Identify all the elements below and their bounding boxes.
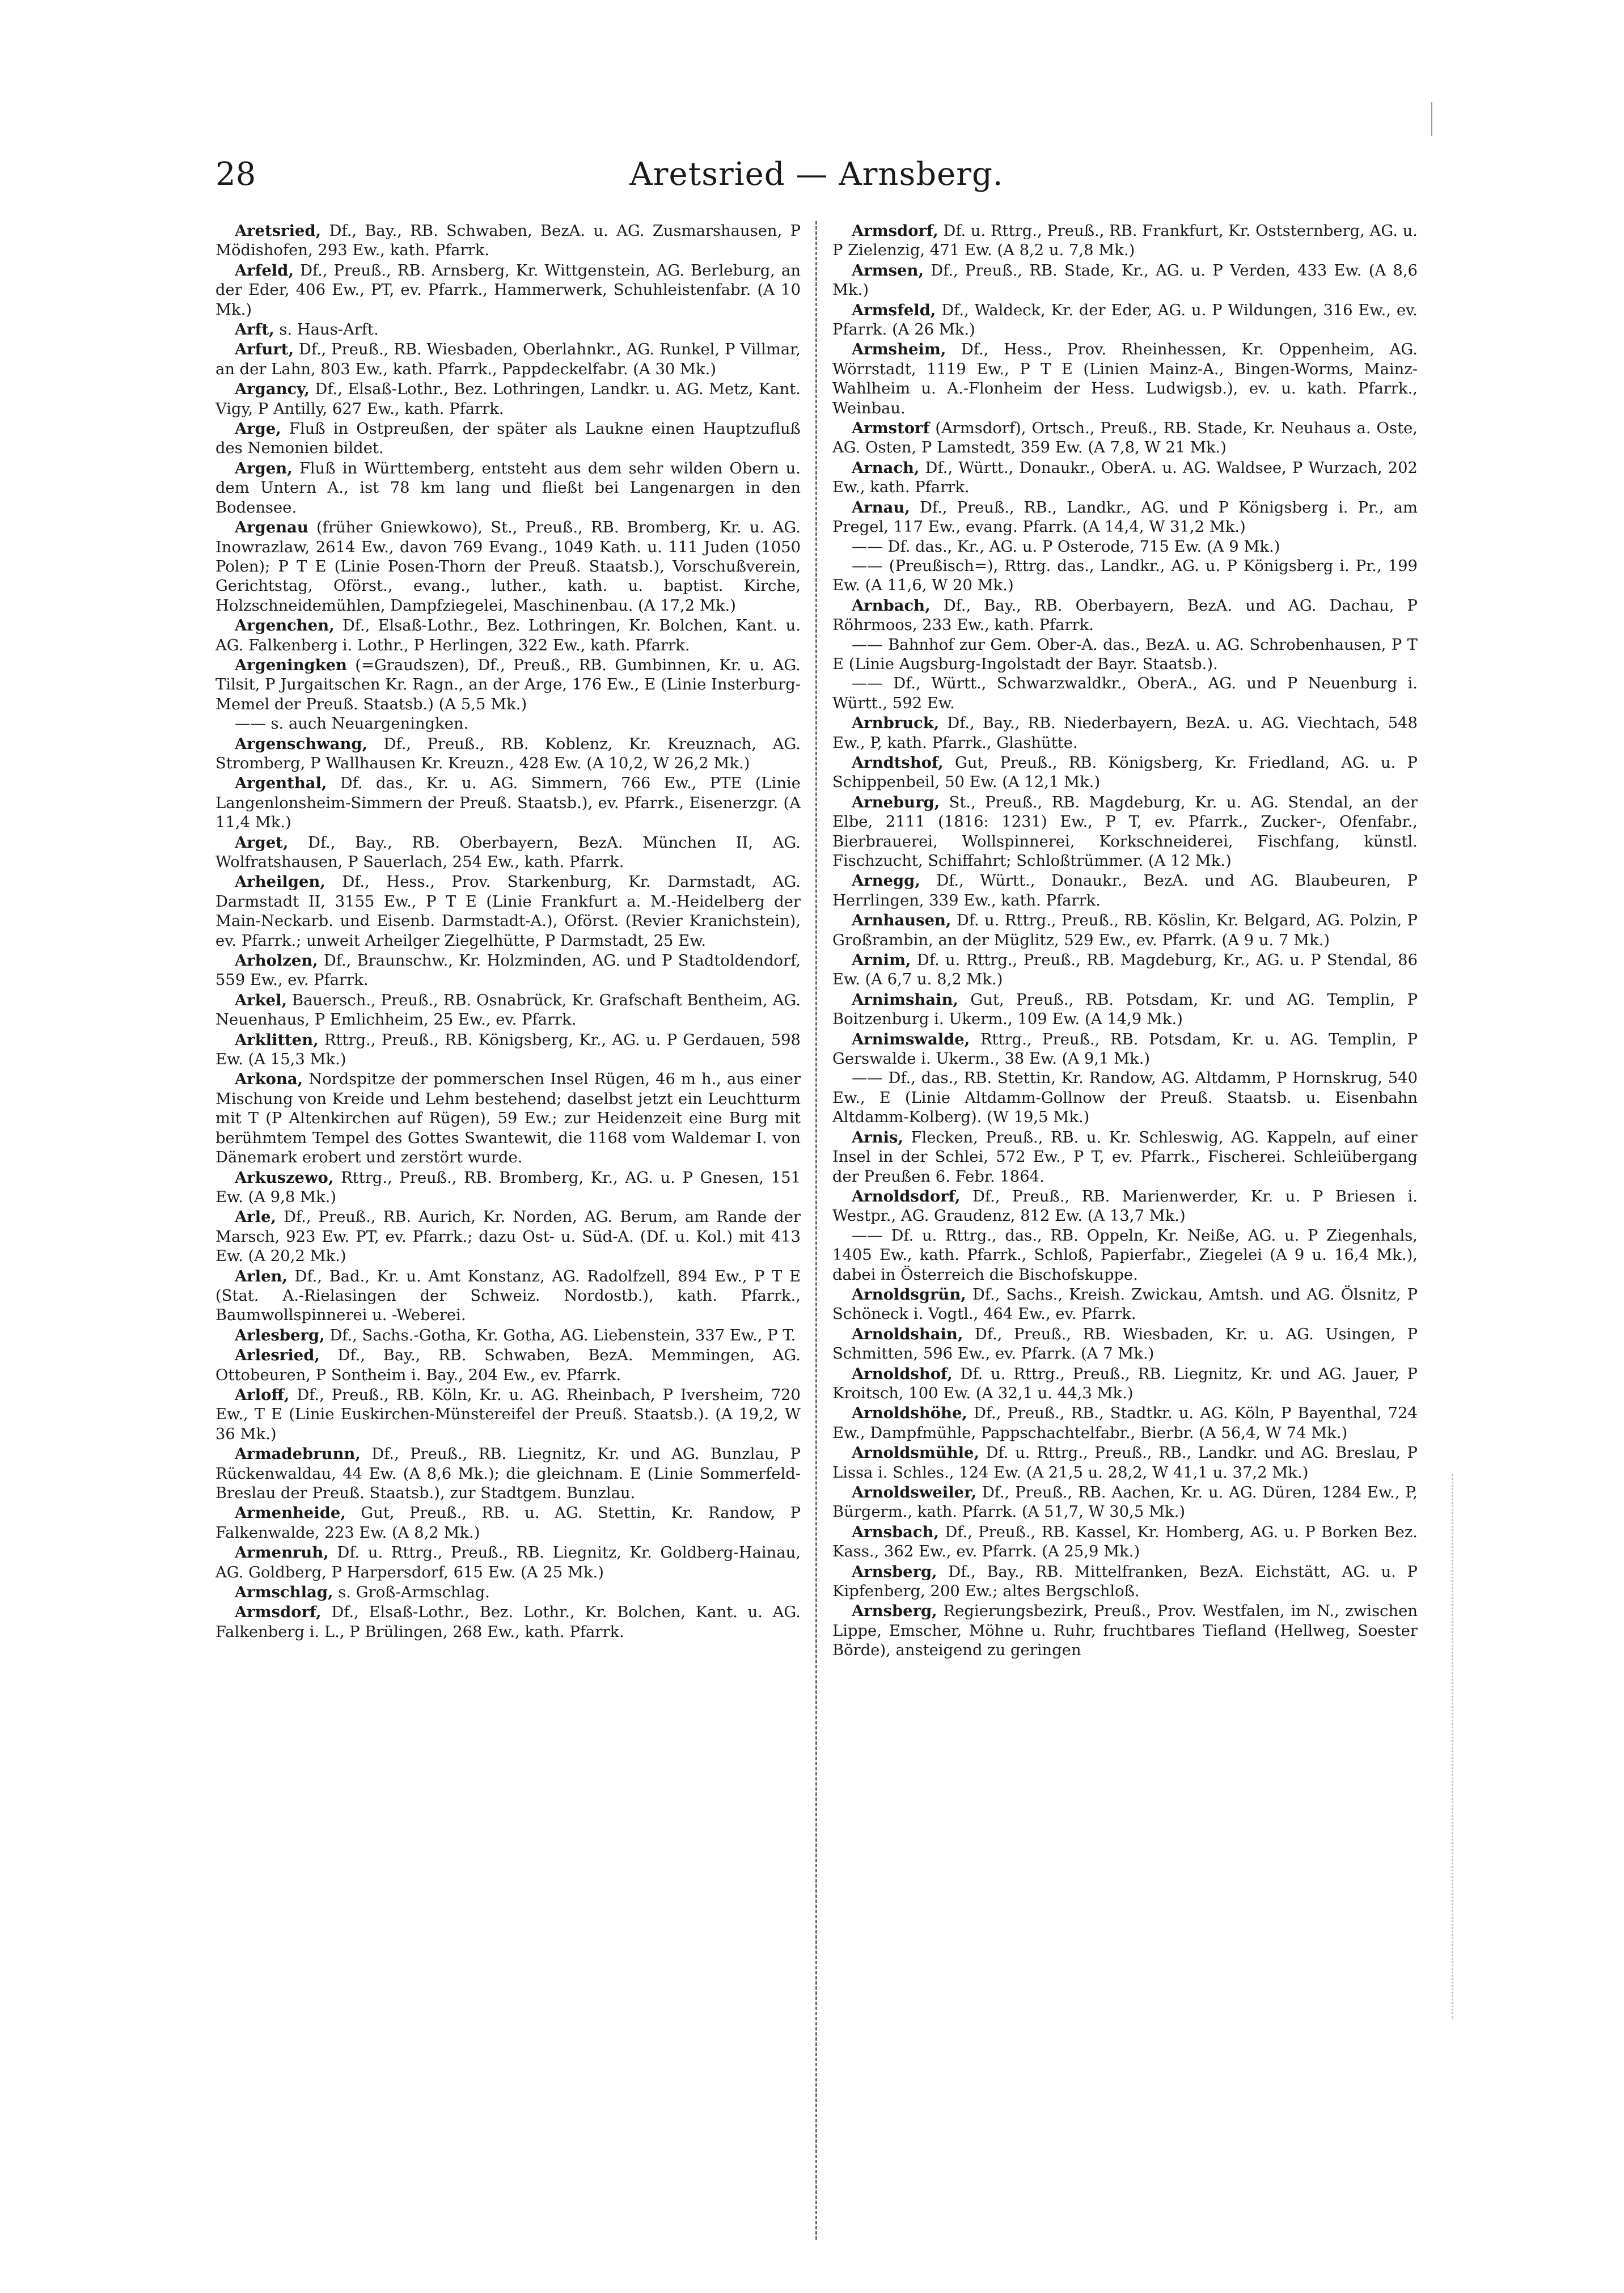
entry-text: Rttrg., Preuß., RB. Königsberg, Kr., AG. u. P Gerdauen, 598 Ew. (A 15,3 Mk.) [215, 1031, 801, 1069]
entry-text: Df., Bay., RB. Oberbayern, BezA. München II, AG. Wolfratshausen, P Sauerlach, 254 Ew., kath. Pfarrk. [215, 834, 801, 871]
entry-text: Df., Bay., RB. Mittelfranken, BezA. Eichstätt, AG. u. P Kipfenberg, 200 Ew.; altes Bergschloß. [832, 1563, 1418, 1601]
gazetteer-entry [215, 714, 801, 734]
entry-headword: Arnimshain, [852, 990, 958, 1009]
entry-text: Gut, Preuß., RB. Potsdam, Kr. und AG. Templin, P Boitzenburg i. Ukerm., 109 Ew. (A 14,9 Mk.) [832, 991, 1418, 1029]
gazetteer-entry [832, 458, 1418, 498]
entry-text: Df. u. Rttrg., Preuß., RB. Liegnitz, Kr. und AG. Jauer, P Kroitsch, 100 Ew. (A 32,1 u. 44,3 Mk.) [832, 1365, 1418, 1402]
gazetteer-entry [215, 1267, 801, 1326]
entry-headword: Argenau [235, 518, 308, 537]
gazetteer-entry [215, 1168, 801, 1208]
gazetteer-entry [832, 538, 1418, 557]
entry-headword: Arge, [235, 420, 281, 438]
gazetteer-entry [832, 301, 1418, 340]
gazetteer-entry [832, 1226, 1418, 1285]
gazetteer-entry [215, 459, 801, 518]
entry-text: Df., Elsaß-Lothr., Bez. Lothringen, Landkr. u. AG. Metz, Kant. Vigy, P Antilly, 627 Ew., kath. Pfarrk. [215, 380, 801, 418]
entry-headword: Aretsried, [235, 222, 322, 240]
entry-text: Nordspitze der pommerschen Insel Rügen, 46 m h., aus einer Mischung von Kreide und Lehm bestehend; daselbst jetzt ein Leuchtturm mit T (P Altenkirchen auf Rügen), 59 Ew.; zur Heidenzeit eine Burg mit berühmtem Tempel des Gottes Swantewit, die 1168 vom Waldemar I. von Dänemark erobert und zerstört wurde. [215, 1071, 801, 1167]
entry-headword: Arnsberg, [852, 1562, 937, 1581]
entry-text: (=Graudszen), Df., Preuß., RB. Gumbinnen, Kr. u. AG. Tilsit, P Jurgaitschen Kr. Ragn., an der Arge, 176 Ew., E (Linie Insterburg-Memel der Preuß. Staatsb.) (A 5,5 Mk.) [215, 656, 801, 713]
entry-text: Df., Braunschw., Kr. Holzminden, AG. und P Stadtoldendorf, 559 Ew., ev. Pfarrk. [215, 952, 801, 989]
entry-headword: Argen, [235, 459, 293, 477]
gazetteer-entry [215, 1503, 801, 1543]
entry-headword: Arloff, [235, 1385, 290, 1404]
entry-headword: Arnbach, [852, 596, 931, 615]
entry-text: Df., Bay., RB. Schwaben, BezA. Memmingen, AG. Ottobeuren, P Sontheim i. Bay., 204 Ew., ev. Pfarrk. [215, 1347, 801, 1384]
gazetteer-entry [832, 1030, 1418, 1069]
gazetteer-entry [215, 1444, 801, 1503]
entry-text: Df., Preuß., RB. Liegnitz, Kr. und AG. Bunzlau, P Rückenwaldau, 44 Ew. (A 8,6 Mk.); die gleichnam. E (Linie Sommerfeld-Breslau der Preuß. Staatsb.), zur Stadtgem. Bunzlau. [215, 1445, 801, 1502]
entry-headword: Armsdorf, [852, 222, 938, 240]
page-number: 28 [215, 156, 256, 193]
gazetteer-entry [215, 340, 801, 379]
gazetteer-entry [215, 379, 801, 419]
gazetteer-entry [215, 951, 801, 991]
entry-text: Df., Bad., Kr. u. Amt Konstanz, AG. Radolfzell, 894 Ew., P T E (Stat. A.-Rielasingen der Schweiz. Nordostb.), kath. Pfarrk., Baumwollspinnerei u. -Weberei. [215, 1267, 801, 1325]
right-column [832, 221, 1418, 2240]
gazetteer-entry [832, 793, 1418, 871]
entry-text: Df., Preuß., RB. Wiesbaden, Oberlahnkr., AG. Runkel, P Villmar, an der Lahn, 803 Ew., kath. Pfarrk., Pappdeckelfabr. (A 30 Mk.) [215, 341, 801, 378]
gazetteer-entry [832, 911, 1418, 950]
entry-headword: Arnoldshof, [852, 1364, 953, 1383]
entry-text: Df., Sachs., Kreish. Zwickau, Amtsh. und AG. Ölsnitz, P Schöneck i. Vogtl., 464 Ew., ev. Pfarrk. [832, 1285, 1418, 1323]
entry-text: Df. das., Kr. u. AG. Simmern, 766 Ew., PTE (Linie Langenlonsheim-Simmern der Preuß. Staatsb.), ev. Pfarrk., Eisenerzgr. (A 11,4 Mk.) [215, 775, 801, 832]
entry-text: —— Df., Württ., Schwarzwaldkr., OberA., AG. und P Neuenburg i. Württ., 592 Ew. [832, 675, 1418, 712]
entry-headword: Arkuszewo, [235, 1168, 334, 1187]
gazetteer-entry [832, 871, 1418, 911]
entry-headword: Arnoldshain, [852, 1325, 963, 1343]
entry-headword: Arnimswalde, [852, 1030, 970, 1048]
entry-headword: Arkona, [235, 1070, 303, 1089]
gazetteer-entry [832, 596, 1418, 636]
entry-headword: Arfurt, [235, 340, 294, 359]
gazetteer-entry [832, 636, 1418, 675]
entry-headword: Arnhausen, [852, 911, 951, 930]
gazetteer-entry [215, 655, 801, 714]
gazetteer-entry [215, 991, 801, 1030]
entry-headword: Arnim, [852, 951, 911, 970]
entry-headword: Armstorf [852, 419, 930, 438]
entry-text: —— s. auch Neuargeningken. [235, 715, 469, 733]
entry-text: Df., Elsaß-Lothr., Bez. Lothringen, Kr. Bolchen, Kant. u. AG. Falkenberg i. Lothr., P Herlingen, 322 Ew., kath. Pfarrk. [215, 617, 801, 654]
entry-text: Df., Preuß., RB. Aachen, Kr. u. AG. Düren, 1284 Ew., P, Bürgerm., kath. Pfarrk. (A 51,7, W 30,5 Mk.) [832, 1484, 1418, 1521]
entry-headword: Armsdorf, [235, 1603, 322, 1622]
gazetteer-entry [832, 990, 1418, 1030]
entry-text: Df., Preuß., RB., Landkr., AG. und P Königsberg i. Pr., am Pregel, 117 Ew., evang. Pfarrk. (A 14,4, W 31,2 Mk.) [832, 498, 1418, 536]
entry-text: Df., Hess., Prov. Rheinhessen, Kr. Oppenheim, AG. Wörrstadt, 1119 Ew., P T E (Linien Mainz-A., Bingen-Worms, Mainz-Wahlheim u. A.-Flonheim der Hess. Ludwigsb.), ev. u. kath. Pfarrk., Weinbau. [832, 341, 1418, 417]
gazetteer-entry [832, 950, 1418, 990]
entry-text: Df., Preuß., RB. Kassel, Kr. Homberg, AG. u. P Borken Bez. Kass., 362 Ew., ev. Pfarrk. (A 25,9 Mk.) [832, 1523, 1418, 1561]
margin-dotted-line [1452, 1474, 1453, 2019]
entry-text: Df., Preuß., RB. Stade, Kr., AG. u. P Verden, 433 Ew. (A 8,6 Mk.) [832, 261, 1418, 299]
entry-headword: Argeningken [235, 655, 347, 674]
entry-text: Df., Preuß., RB. Arnsberg, Kr. Wittgenstein, AG. Berleburg, an der Eder, 406 Ew., PT, ev. Pfarrk., Hammerwerk, Schuhleistenfabr. (A 10 Mk.) [215, 261, 801, 319]
entry-headword: Arnoldsgrün, [852, 1285, 966, 1304]
entry-headword: Armenheide, [235, 1504, 346, 1522]
entry-headword: Armschlag, [235, 1583, 333, 1602]
entry-text: Df., Sachs.-Gotha, Kr. Gotha, AG. Liebenstein, 337 Ew., P T. [329, 1326, 796, 1344]
gazetteer-entry [832, 557, 1418, 596]
entry-headword: Arnegg, [852, 871, 920, 890]
entry-headword: Arneburg, [852, 793, 940, 811]
gazetteer-entry [215, 419, 801, 459]
entry-text: —— Bahnhof zur Gem. Ober-A. das., BezA. u. AG. Schrobenhausen, P T E (Linie Augsburg-Ingolstadt der Bayr. Staatsb.). [832, 636, 1418, 673]
gazetteer-entry [215, 1602, 801, 1642]
entry-headword: Arfeld, [235, 261, 294, 280]
gazetteer-entry [215, 1069, 801, 1167]
entry-text: Df., Waldeck, Kr. der Eder, AG. u. P Wildungen, 316 Ew., ev. Pfarrk. (A 26 Mk.) [832, 301, 1418, 339]
entry-text: Gut, Preuß., RB. u. AG. Stettin, Kr. Randow, P Falkenwalde, 223 Ew. (A 8,2 Mk.) [215, 1504, 801, 1542]
gazetteer-entry [832, 1364, 1418, 1404]
gazetteer-entry [832, 221, 1418, 261]
entry-text: Df., Preuß., RB. Köln, Kr. u. AG. Rheinbach, P Iversheim, 720 Ew., T E (Linie Euskirchen-Münstereifel der Preuß. Staatsb.). (A 19,2, W 36 Mk.) [215, 1386, 801, 1443]
entry-headword: Arnoldsdorf, [852, 1187, 961, 1205]
gazetteer-entry [832, 261, 1418, 301]
gazetteer-entry [215, 773, 801, 832]
entry-text: Df. u. Rttrg., Preuß., RB. Liegnitz, Kr. Goldberg-Hainau, AG. Goldberg, P Harpersdorf, 615 Ew. (A 25 Mk.) [215, 1544, 801, 1581]
entry-headword: Arndtshof, [852, 753, 944, 772]
gazetteer-entry [215, 1583, 801, 1602]
entry-headword: Argenchen, [235, 616, 335, 635]
entry-headword: Argenschwang, [235, 734, 368, 753]
entry-headword: Arheilgen, [235, 873, 325, 891]
entry-text: Df. u. Rttrg., Preuß., RB. Köslin, Kr. Belgard, AG. Polzin, P Großrambin, an der Müglitz, 529 Ew., ev. Pfarrk. (A 9 u. 7 Mk.) [832, 912, 1418, 949]
entry-text: Df., Württ., Donaukr., BezA. und AG. Blaubeuren, P Herrlingen, 339 Ew., kath. Pfarrk. [832, 872, 1418, 909]
gazetteer-entry [215, 1207, 801, 1266]
entry-text: s. Groß-Armschlag. [338, 1584, 490, 1602]
entry-text: s. Haus-Arft. [279, 321, 379, 339]
entry-text: —— Df., das., RB. Stettin, Kr. Randow, AG. Altdamm, P Hornskrug, 540 Ew., E (Linie Altdamm-Gollnow der Preuß. Staatsb. u. Eisenbahn Altdamm-Kolberg). (W 19,5 Mk.) [832, 1069, 1418, 1127]
gazetteer-entry [832, 340, 1418, 418]
gazetteer-entry [215, 734, 801, 774]
entry-text: Df., Bay., RB. Schwaben, BezA. u. AG. Zusmarshausen, P Mödishofen, 293 Ew., kath. Pfarrk. [215, 222, 801, 260]
gazetteer-entry [215, 221, 801, 261]
entry-headword: Argenthal, [235, 774, 327, 793]
entry-headword: Arholzen, [235, 951, 318, 970]
entry-text: Df., Preuß., RB. Marienwerder, Kr. u. P Briesen i. Westpr., AG. Graudenz, 812 Ew. (A 13,7 Mk.) [832, 1187, 1418, 1225]
entry-headword: Arnsbach, [852, 1522, 940, 1541]
entry-text: Df. u. Rttrg., Preuß., RB. Frankfurt, Kr. Oststernberg, AG. u. P Zielenzig, 471 Ew. (A 8,2 u. 7,8 Mk.) [832, 222, 1418, 260]
entry-headword: Arget, [235, 833, 289, 852]
entry-headword: Arnoldsmühle, [852, 1444, 980, 1462]
entry-headword: Armadebrunn, [235, 1445, 361, 1463]
entry-headword: Arnis, [852, 1128, 903, 1146]
gazetteer-entry [832, 418, 1418, 458]
entry-headword: Arnbruck, [852, 714, 940, 733]
gazetteer-entry [215, 1385, 801, 1444]
gazetteer-entry [215, 872, 801, 951]
entry-text: —— (Preußisch=), Rttrg. das., Landkr., AG. u. P Königsberg i. Pr., 199 Ew. (A 11,6, W 20 Mk.) [832, 557, 1418, 595]
entry-text: Regierungsbezirk, Preuß., Prov. Westfalen, im N., zwischen Lippe, Emscher, Möhne u. Ruhr, fruchtbares Tiefland (Hellweg, Soester Börde), ansteigend zu geringen [832, 1602, 1418, 1660]
entry-text: Df., Bay., RB. Niederbayern, BezA. u. AG. Viechtach, 548 Ew., P, kath. Pfarrk., Glashütte. [832, 714, 1418, 752]
gazetteer-entry [832, 1069, 1418, 1127]
entry-headword: Arlesberg, [235, 1326, 325, 1344]
gazetteer-entry [832, 753, 1418, 793]
gazetteer-entry [832, 674, 1418, 713]
gazetteer-entry [215, 616, 801, 655]
entry-text: Bauersch., Preuß., RB. Osnabrück, Kr. Grafschaft Bentheim, AG. Neuenhaus, P Emlichheim, 25 Ew., ev. Pfarrk. [215, 991, 801, 1029]
margin-mark [1431, 102, 1437, 136]
column-divider [815, 221, 817, 2240]
entry-text: (Armsdorf), Ortsch., Preuß., RB. Stade, Kr. Neuhaus a. Oste, AG. Osten, P Lamstedt, 359 Ew. (A 7,8, W 21 Mk.) [832, 420, 1418, 457]
gazetteer-entry [215, 518, 801, 616]
entry-headword: Arklitten, [235, 1030, 319, 1049]
entry-headword: Armsheim, [852, 340, 946, 359]
entry-headword: Arlesried, [235, 1346, 320, 1365]
entry-text: Df., Preuß., RB. Koblenz, Kr. Kreuznach, AG. Stromberg, P Wallhausen Kr. Kreuzn., 428 Ew. (A 10,2, W 26,2 Mk.) [215, 735, 801, 772]
entry-text: Flecken, Preuß., RB. u. Kr. Schleswig, AG. Kappeln, auf einer Insel in der Schlei, 572 Ew., P T, ev. Pfarrk., Fischerei. Schleiübergang der Preußen 6. Febr. 1864. [832, 1128, 1418, 1186]
gazetteer-entry [215, 833, 801, 873]
gazetteer-entry [215, 1543, 801, 1583]
gazetteer-entry [215, 1326, 801, 1346]
gazetteer-entry [215, 261, 801, 320]
entry-headword: Arnach, [852, 458, 920, 477]
entry-headword: Armsen, [852, 261, 924, 280]
page [215, 136, 1418, 2245]
entry-text: (früher Gniewkowo), St., Preuß., RB. Bromberg, Kr. u. AG. Inowrazlaw, 2614 Ew., davon 769 Evang., 1049 Kath. u. 111 Juden (1050 Polen); P T E (Linie Posen-Thorn der Preuß. Staatsb.), Vorschußverein, Gerichtstag, Oförst., evang., luther., kath. u. baptist. Kirche, Holzschneidemühlen, Dampfziegelei, Maschinenbau. (A 17,2 Mk.) [215, 519, 801, 615]
entry-text: Gut, Preuß., RB. Königsberg, Kr. Friedland, AG. u. P Schippenbeil, 50 Ew. (A 12,1 Mk.) [832, 754, 1418, 792]
gazetteer-entry [215, 1346, 801, 1385]
entry-headword: Arlen, [235, 1267, 287, 1285]
entry-text: Df., Württ., Donaukr., OberA. u. AG. Waldsee, P Wurzach, 202 Ew., kath. Pfarrk. [832, 459, 1418, 497]
entry-text: St., Preuß., RB. Magdeburg, Kr. u. AG. Stendal, an der Elbe, 2111 (1816: 1231) Ew., P T, ev. Pfarrk., Zucker-, Ofenfabr., Bierbrauerei, Wollspinnerei, Korkschneiderei, Fischfang, künstl. Fischzucht, Schiffahrt; Schloßtrümmer. (A 12 Mk.) [832, 793, 1418, 870]
entry-text: Fluß in Ostpreußen, der später als Laukne einen Hauptzufluß des Nemonien bildet. [215, 420, 801, 458]
gazetteer-entry [832, 1601, 1418, 1660]
entry-text: Fluß in Württemberg, entsteht aus dem sehr wilden Obern u. dem Untern A., ist 78 km lang und fließt bei Langenargen in den Bodensee. [215, 459, 801, 517]
gazetteer-entry [832, 1285, 1418, 1325]
entry-headword: Arnoldsweiler, [852, 1483, 977, 1501]
gazetteer-entry [832, 713, 1418, 753]
entry-text: —— Df. das., Kr., AG. u. P Osterode, 715 Ew. (A 9 Mk.) [852, 538, 1280, 556]
running-title: Aretsried — Arnsberg. [629, 156, 1004, 193]
entry-text: Df., Preuß., RB. Wiesbaden, Kr. u. AG. Usingen, P Schmitten, 596 Ew., ev. Pfarrk. (A 7 Mk.) [832, 1325, 1418, 1363]
entry-text: Df., Preuß., RB., Stadtkr. u. AG. Köln, P Bayenthal, 724 Ew., Dampfmühle, Pappschachtelfabr., Bierbr. (A 56,4, W 74 Mk.) [832, 1404, 1418, 1442]
entry-text: —— Df. u. Rttrg., das., RB. Oppeln, Kr. Neiße, AG. u. P Ziegenhals, 1405 Ew., kath. Pfarrk., Schloß, Papierfabr., Ziegelei (A 9 u. 16,4 Mk.), dabei in Österreich die Bischofskuppe. [832, 1226, 1418, 1284]
gazetteer-entry [832, 1325, 1418, 1364]
gazetteer-entry [832, 1443, 1418, 1483]
entry-headword: Arle, [235, 1208, 277, 1226]
gazetteer-entry [215, 1030, 801, 1070]
gazetteer-entry [832, 498, 1418, 538]
gazetteer-entry [832, 1403, 1418, 1443]
gazetteer-entry [832, 1483, 1418, 1522]
entry-headword: Armenruh, [235, 1543, 329, 1562]
left-column [215, 221, 801, 2240]
gazetteer-entry [215, 320, 801, 340]
entry-text: Rttrg., Preuß., RB. Bromberg, Kr., AG. u. P Gnesen, 151 Ew. (A 9,8 Mk.) [215, 1169, 801, 1206]
entry-headword: Argancy, [235, 380, 310, 399]
entry-headword: Arnoldshöhe, [852, 1404, 967, 1423]
gazetteer-entry [832, 1128, 1418, 1187]
entry-text: Rttrg., Preuß., RB. Potsdam, Kr. u. AG. Templin, P Gerswalde i. Ukerm., 38 Ew. (A 9,1 Mk.) [832, 1030, 1418, 1068]
entry-text: Df., Hess., Prov. Starkenburg, Kr. Darmstadt, AG. Darmstadt II, 3155 Ew., P T E (Linie Frankfurt a. M.-Heidelberg der Main-Neckarb. und Eisenb. Darmstadt-A.), Oförst. (Revier Kranichstein), ev. Pfarrk.; unweit Arheilger Ziegelhütte, P Darmstadt, 25 Ew. [215, 873, 801, 950]
gazetteer-entry [832, 1562, 1418, 1602]
entry-headword: Arnsberg, [852, 1602, 937, 1621]
page-header [215, 136, 1418, 193]
entry-headword: Arft, [235, 320, 274, 339]
gazetteer-entry [832, 1522, 1418, 1562]
text-columns [215, 221, 1418, 2240]
entry-headword: Arnau, [852, 498, 910, 517]
entry-text: Df., Bay., RB. Oberbayern, BezA. und AG. Dachau, P Röhrmoos, 233 Ew., kath. Pfarrk. [832, 596, 1418, 634]
gazetteer-entry [832, 1187, 1418, 1226]
entry-text: Df., Preuß., RB. Aurich, Kr. Norden, AG. Berum, am Rande der Marsch, 923 Ew. PT, ev. Pfarrk.; dazu Ost- u. Süd-A. (Df. u. Kol.) mit 413 Ew. (A 20,2 Mk.) [215, 1208, 801, 1266]
entry-headword: Arkel, [235, 991, 287, 1009]
entry-text: Df., Elsaß-Lothr., Bez. Lothr., Kr. Bolchen, Kant. u. AG. Falkenberg i. L., P Brülingen, 268 Ew., kath. Pfarrk. [215, 1604, 801, 1641]
entry-text: Df. u. Rttrg., Preuß., RB. Magdeburg, Kr., AG. u. P Stendal, 86 Ew. (A 6,7 u. 8,2 Mk.) [832, 951, 1418, 989]
entry-headword: Armsfeld, [852, 301, 936, 319]
entry-text: Df. u. Rttrg., Preuß., RB., Landkr. und AG. Breslau, P Lissa i. Schles., 124 Ew. (A 21,5 u. 28,2, W 41,1 u. 37,2 Mk.) [832, 1444, 1418, 1482]
